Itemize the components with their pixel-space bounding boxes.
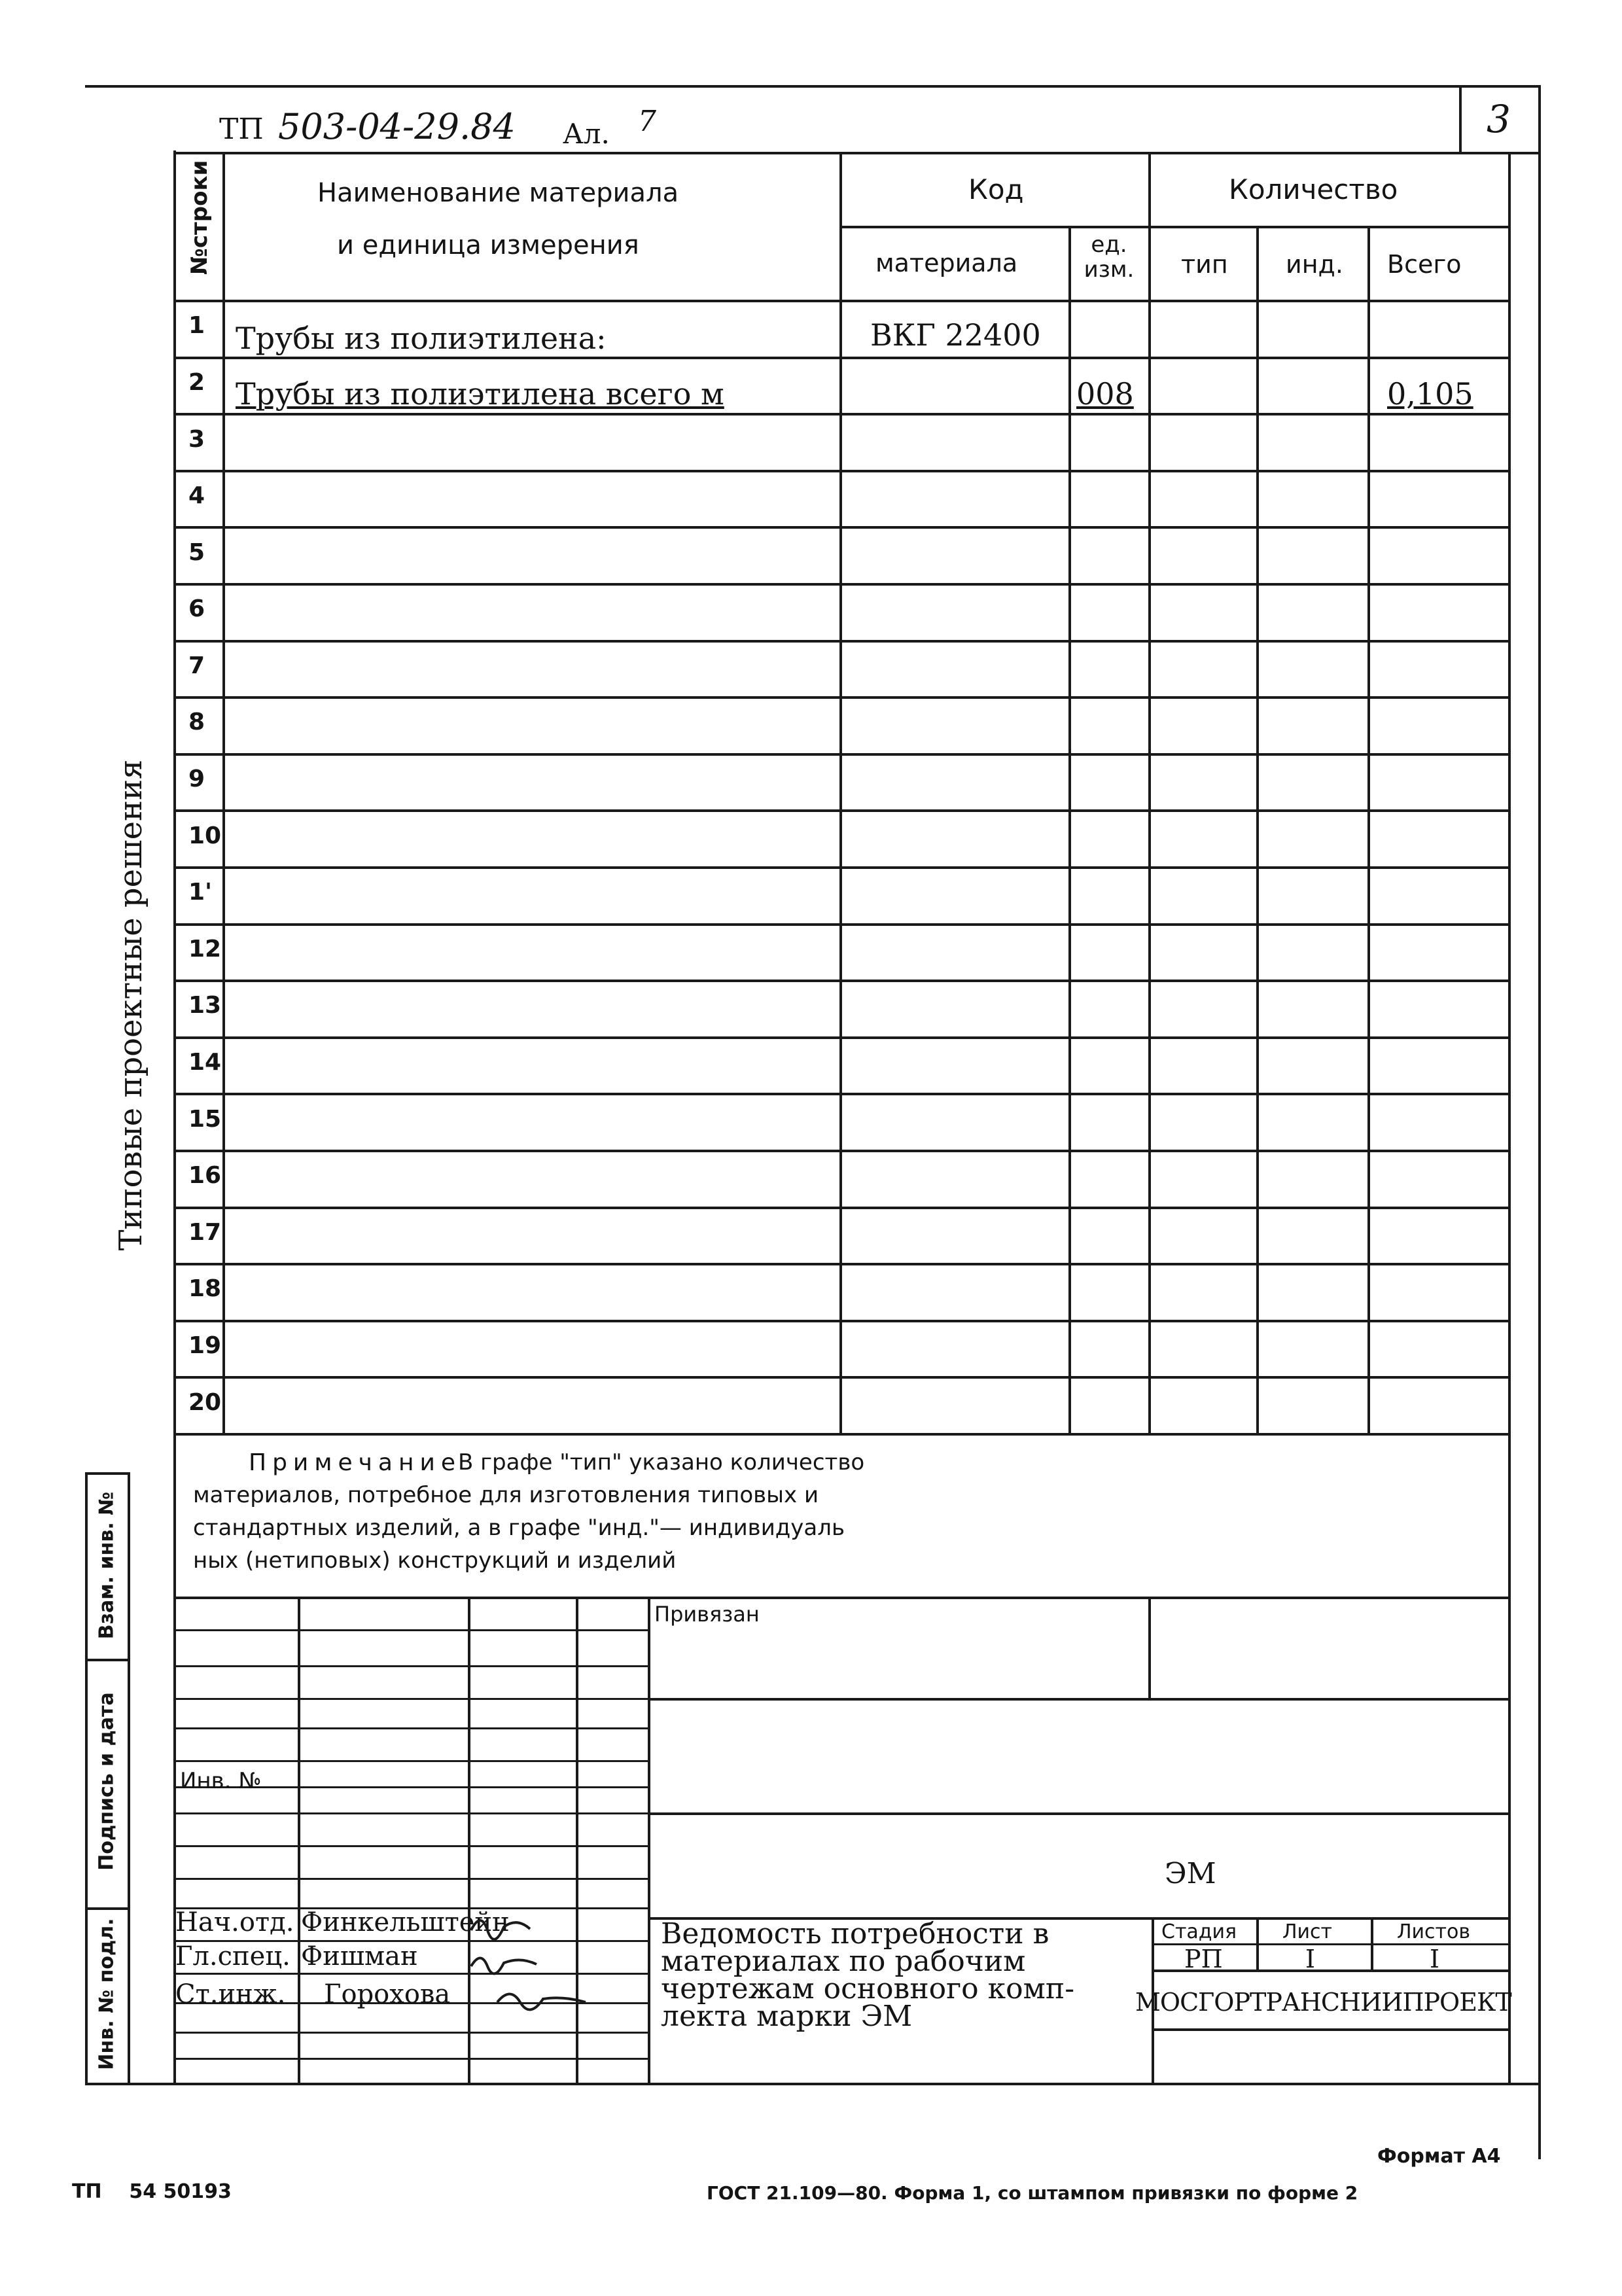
table-row-line xyxy=(173,583,1509,586)
table-row-line xyxy=(173,1433,1509,1436)
row-number: 10 xyxy=(188,822,222,849)
col-code-label: Код xyxy=(968,173,1024,205)
row-number: 12 xyxy=(188,936,222,963)
row-number: 20 xyxy=(188,1389,222,1416)
table-row-line xyxy=(173,470,1509,472)
sheet-value: I xyxy=(1305,1945,1316,1973)
table-row-line xyxy=(173,357,1509,359)
inv-no-label: Инв. № xyxy=(180,1768,262,1794)
row-number: 18 xyxy=(188,1275,222,1302)
side-label-podpis: Подпись и дата xyxy=(95,1692,118,1871)
row-number: 17 xyxy=(188,1219,222,1246)
table-row-line xyxy=(173,1036,1509,1039)
header-sub-line xyxy=(839,226,1509,228)
table-row-line xyxy=(173,696,1509,699)
side-label-vzam: Взам. инв. № xyxy=(95,1491,118,1640)
table-row-line xyxy=(173,1207,1509,1209)
row-2-name: Трубы из полиэтилена всего м xyxy=(236,376,724,412)
mark-label: ЭМ xyxy=(1165,1857,1216,1890)
table-row-line xyxy=(173,1150,1509,1152)
stage-value: РП xyxy=(1184,1945,1223,1973)
table-right-line xyxy=(1508,152,1511,2084)
stamp-org-bottom xyxy=(1152,2028,1509,2031)
stamp-row-line xyxy=(173,1629,649,1631)
doc-title-line2: материалах по рабочим xyxy=(661,1945,1026,1978)
col-line-ind xyxy=(1367,226,1370,1433)
frame-right-line xyxy=(1538,85,1541,2159)
tp-number: 503-04-29.84 xyxy=(278,106,516,147)
sheets-value: I xyxy=(1430,1945,1440,1973)
col-name-line1: Наименование материала xyxy=(317,178,679,208)
col-qty-total-label: Всего xyxy=(1387,250,1462,279)
footer-left-code: ТП 54 50193 xyxy=(72,2180,232,2203)
album-number: 7 xyxy=(638,105,656,138)
stamp-row-line xyxy=(173,2032,649,2034)
stamp-row-line xyxy=(173,1812,649,1814)
col-line-unit xyxy=(1068,226,1071,1433)
table-row-line xyxy=(173,980,1509,982)
table-row-line xyxy=(173,413,1509,415)
note-bottom-line xyxy=(173,1597,1509,1599)
tp-prefix: ТП xyxy=(219,113,264,146)
organization-name: МОСГОРТРАНСНИИПРОЕКТ xyxy=(1135,1988,1511,2017)
note-line3: стандартных изделий, а в графе "инд."— индивидуаль xyxy=(193,1515,845,1541)
row-number: 16 xyxy=(188,1162,222,1189)
footer-gost: ГОСТ 21.109—80. Форма 1, со штампом привязки по форме 2 xyxy=(707,2182,1358,2204)
row-number: 1' xyxy=(188,879,213,906)
signatory-3-role: Ст.инж. xyxy=(175,1979,286,2009)
col-qty-label: Количество xyxy=(1229,173,1398,205)
table-row-line xyxy=(173,866,1509,869)
signatory-2-name: Фишман xyxy=(301,1941,418,1971)
table-row-line xyxy=(173,640,1509,643)
sheet-label: Лист xyxy=(1282,1920,1333,1943)
row-number: 6 xyxy=(188,595,205,622)
stamp-big-line xyxy=(648,1812,1509,1815)
stamp-row-line xyxy=(173,1878,649,1880)
stamp-row-line xyxy=(173,2058,649,2060)
signatory-1-name: Финкельштейн xyxy=(301,1907,510,1937)
col-line-qty xyxy=(1148,152,1151,1433)
signatory-1-role: Нач.отд. xyxy=(175,1907,294,1937)
col-line-rowno xyxy=(222,152,225,1433)
col-qty-ind-label: инд. xyxy=(1286,250,1343,279)
side-label-typical: Типовые проектные решения xyxy=(113,759,149,1251)
table-row-line xyxy=(173,1093,1509,1095)
note-line4: ных (нетиповых) конструкций и изделий xyxy=(193,1547,677,1574)
col-name-line2: и единица измерения xyxy=(337,230,639,260)
row-number: 4 xyxy=(188,482,205,509)
col-row-no-label: №строки xyxy=(186,160,213,275)
stamp-row-line xyxy=(173,1760,649,1762)
frame-top-line xyxy=(85,85,1541,88)
table-row-line xyxy=(173,526,1509,529)
format-label: Формат А4 xyxy=(1377,2145,1501,2168)
row-number: 8 xyxy=(188,709,205,735)
signatory-2-role: Гл.спец. xyxy=(175,1941,291,1971)
col-code-material-label: материала xyxy=(875,249,1018,277)
privyazan-bottom xyxy=(648,1698,1509,1701)
row-number: 5 xyxy=(188,539,205,566)
header-bottom-line xyxy=(173,152,1541,154)
margin-left-line xyxy=(85,1472,88,2084)
row-number: 2 xyxy=(188,369,205,396)
doc-title-line1: Ведомость потребности в xyxy=(661,1917,1049,1951)
col-line-code xyxy=(839,152,842,1433)
stage-label: Стадия xyxy=(1161,1920,1237,1943)
frame-bottom-line xyxy=(85,2083,1541,2085)
col-code-unit-label: ед. изм. xyxy=(1084,232,1135,283)
table-row-line xyxy=(173,1320,1509,1322)
row-number: 13 xyxy=(188,992,222,1019)
row-number: 1 xyxy=(188,312,205,339)
margin-mid-line xyxy=(128,1472,130,2084)
signature-scribbles xyxy=(458,1904,654,2022)
sheets-label: Листов xyxy=(1397,1920,1471,1943)
doc-title-line3: чертежам основного комп- xyxy=(661,1972,1075,2005)
stamp-row-line xyxy=(173,1727,649,1729)
table-row-line xyxy=(173,809,1509,812)
row-number: 19 xyxy=(188,1332,222,1359)
note-line2: материалов, потребное для изготовления типовых и xyxy=(193,1482,819,1508)
table-row-line xyxy=(173,1263,1509,1265)
side-label-inv-podl: Инв. № подл. xyxy=(95,1918,118,2070)
row-1-name: Трубы из полиэтилена: xyxy=(236,321,607,356)
signatory-3-name: Горохова xyxy=(324,1979,451,2009)
row-number: 7 xyxy=(188,652,205,679)
table-row-line xyxy=(173,753,1509,756)
table-row-line xyxy=(173,923,1509,926)
stamp-col-1 xyxy=(298,1597,300,2084)
table-header-bottom xyxy=(173,300,1509,302)
frame-left-line xyxy=(173,150,176,2084)
stamp-row-line xyxy=(173,1665,649,1667)
stamp-privyazan-right xyxy=(1148,1597,1151,1698)
row-number: 14 xyxy=(188,1049,222,1076)
row-number: 15 xyxy=(188,1106,222,1133)
col-qty-type-label: тип xyxy=(1181,250,1228,279)
table-row-line xyxy=(173,1376,1509,1379)
sheet-box-divider xyxy=(1459,85,1462,154)
col-line-type xyxy=(1256,226,1259,1433)
privyazan-label: Привязан xyxy=(654,1602,760,1627)
row-1-code: ВКГ 22400 xyxy=(870,317,1041,353)
stamp-row-line xyxy=(173,1845,649,1847)
row-2-unit: 008 xyxy=(1076,376,1134,412)
stamp-row-line xyxy=(173,1698,649,1700)
row-2-total: 0,105 xyxy=(1387,376,1473,412)
album-label: Ал. xyxy=(563,118,610,150)
note-line1: В графе "тип" указано количество xyxy=(458,1449,865,1475)
sheet-number: 3 xyxy=(1487,97,1511,141)
row-number: 3 xyxy=(188,426,205,453)
row-number: 9 xyxy=(188,766,205,792)
note-title: Примечание xyxy=(249,1449,462,1476)
doc-title-line4: лекта марки ЭМ xyxy=(661,2000,913,2033)
